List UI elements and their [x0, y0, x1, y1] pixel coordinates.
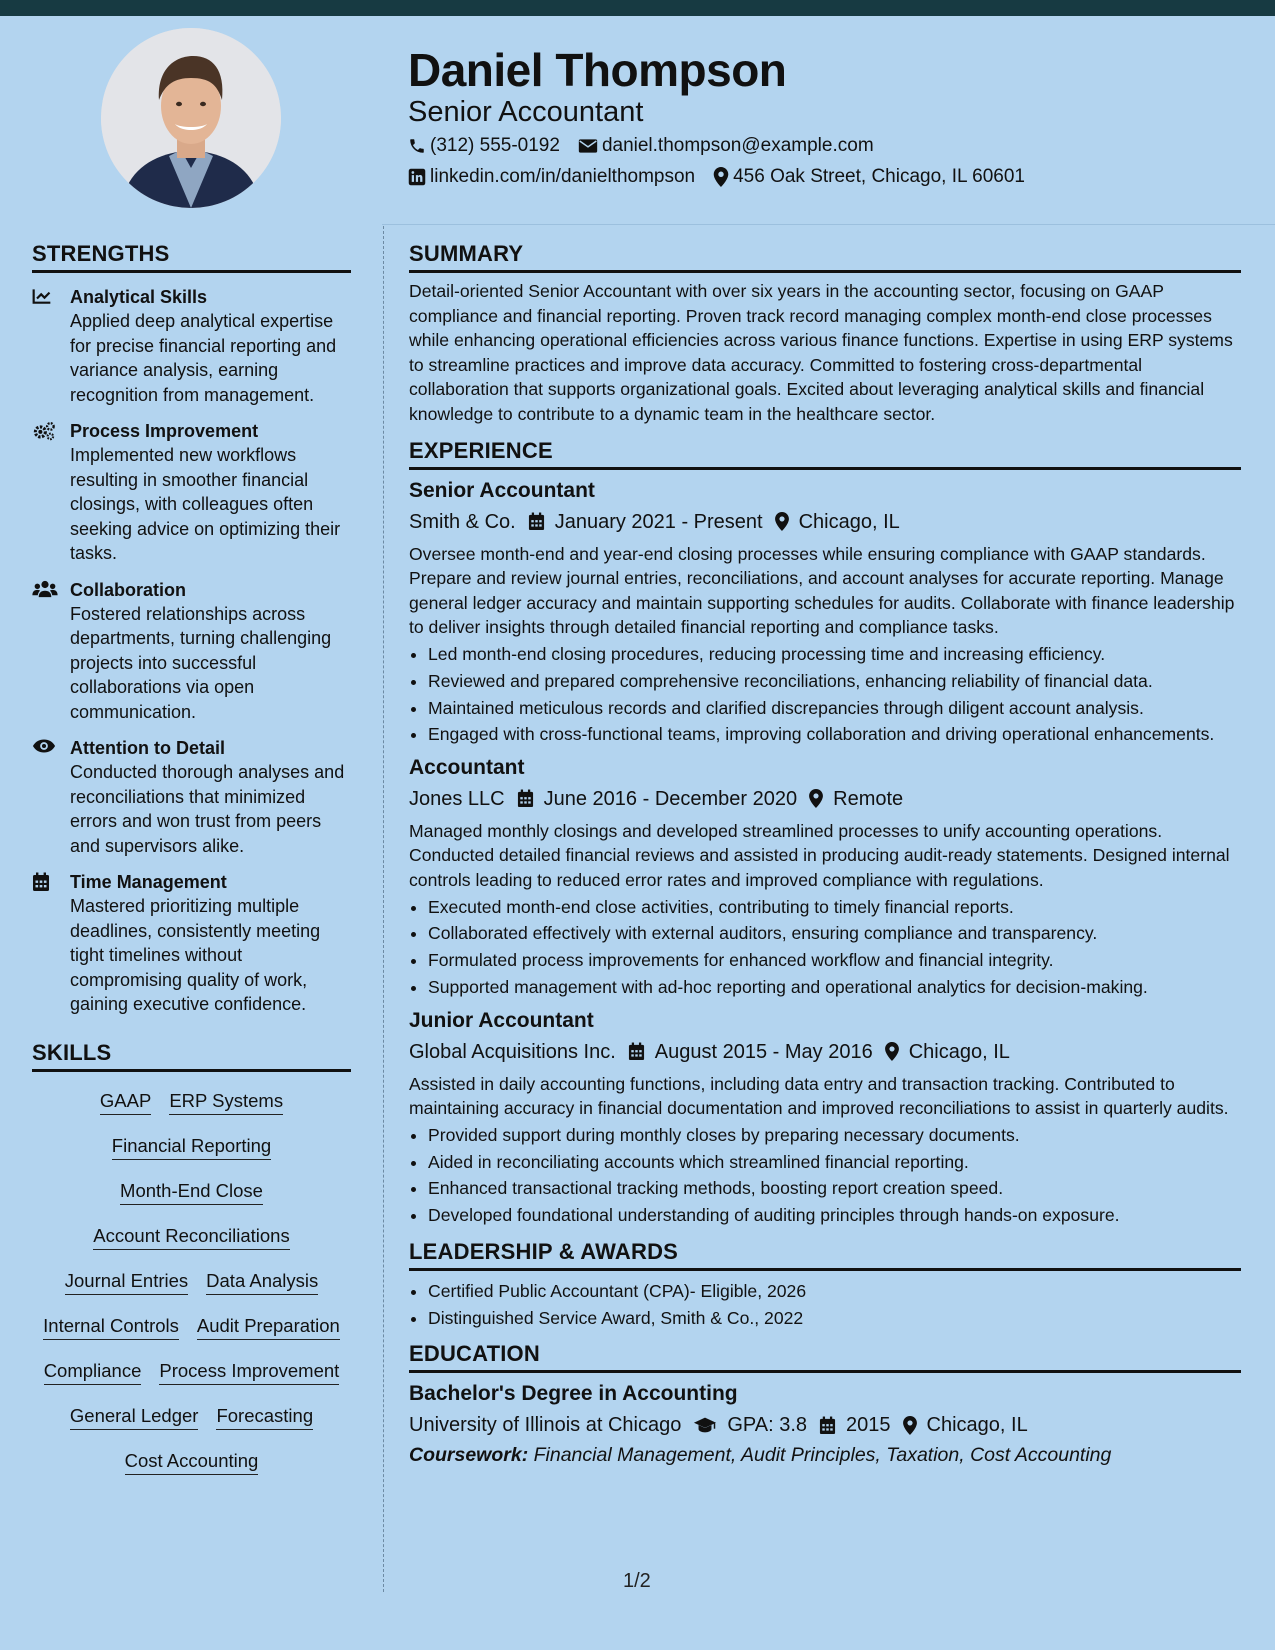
list-item: • Enhanced transactional tracking methods, boosting report creation speed.	[428, 1176, 1241, 1201]
skill-tag: GAAP	[100, 1090, 151, 1115]
awards-heading: LEADERSHIP & AWARDS	[409, 1238, 1241, 1271]
top-bar	[0, 0, 1275, 16]
experience-heading: EXPERIENCE	[409, 437, 1241, 470]
skill-tag: Account Reconciliations	[93, 1225, 289, 1250]
linkedin-contact[interactable]	[408, 164, 695, 190]
skills-list	[32, 1082, 351, 1487]
map-pin-icon	[903, 1416, 917, 1435]
job-description: Assisted in daily accounting functions, including data entry and transaction tracking. Contributed to maintaining accuracy in financial documentation and improved reconciliations to assist in quarterly audits.	[409, 1073, 1229, 1119]
profile-photo	[101, 28, 281, 208]
list-item: • Formulated process improvements for enhanced workflow and financial integrity.	[428, 948, 1241, 973]
skill-tag: Month-End Close	[120, 1180, 263, 1205]
coursework-label: Coursework:	[409, 1444, 529, 1467]
skill-tag: Internal Controls	[43, 1315, 179, 1340]
job-meta	[409, 1038, 1241, 1066]
job-description: Oversee month-end and year-end closing processes while ensuring compliance with GAAP standards. Prepare and review journal entries, reconciliations, and account analyses for accurate reporting. Manage general ledger accuracy and maintain supporting schedules for audits. Collaborate with finance leadership to deliver insights through detailed financial reporting and compliance tasks.	[409, 543, 1235, 638]
awards-list	[409, 1279, 1241, 1330]
skill-tag: General Ledger	[70, 1405, 199, 1430]
linkedin-icon	[408, 168, 426, 186]
skill-tag: Cost Accounting	[125, 1450, 259, 1475]
contact-row-1	[408, 133, 892, 159]
list-item: • Certified Public Accountant (CPA)- Eligible, 2026	[428, 1279, 1241, 1304]
education-meta	[409, 1411, 1241, 1439]
calendar-icon	[628, 1042, 645, 1061]
address-contact	[713, 164, 1025, 190]
address-text: 456 Oak Street, Chicago, IL 60601	[733, 166, 1025, 187]
skill-tag: Financial Reporting	[112, 1135, 271, 1160]
job-company: Global Acquisitions Inc.	[409, 1040, 616, 1063]
strength-item	[32, 578, 351, 725]
page-number: 1/2	[623, 1570, 651, 1592]
map-pin-icon	[775, 512, 789, 531]
strength-description: Fostered relationships across departments, turning challenging projects into successful collaborations via open communication.	[70, 603, 332, 722]
linkedin-text[interactable]: linkedin.com/in/danielthompson	[430, 166, 696, 187]
education-section	[409, 1340, 1241, 1469]
calendar-icon	[819, 1416, 836, 1435]
strength-description: Conducted thorough analyses and reconciliations that minimized errors and won trust from peers and supervisors alike.	[70, 762, 345, 856]
contact-row-2	[408, 164, 1043, 190]
job-description: Managed monthly closings and developed streamlined processes to unify accounting operations. Conducted detailed financial reviews and assisted in producing audit-ready statements. Designed internal controls leading to reduced error rates and improved compliance with regulations.	[409, 820, 1230, 891]
list-item: • Maintained meticulous records and clarified discrepancies through diligent account analysis.	[428, 696, 1241, 721]
strength-description: Applied deep analytical expertise for precise financial reporting and variance analysis, earning recognition from management.	[70, 311, 337, 405]
strength-title: Collaboration	[70, 579, 186, 600]
list-item: • Led month-end closing procedures, reducing processing time and increasing efficiency.	[428, 642, 1241, 667]
map-pin-icon	[713, 167, 729, 187]
job-meta	[409, 508, 1241, 536]
job-role: Accountant	[409, 755, 525, 779]
job-location: Chicago, IL	[908, 1040, 1010, 1063]
list-item: • Engaged with cross-functional teams, improving collaboration and driving operational enhancements.	[428, 722, 1241, 747]
job-role: Senior Accountant	[409, 478, 595, 502]
skill-tag: Data Analysis	[206, 1270, 318, 1295]
job-meta	[409, 785, 1241, 813]
awards-section	[409, 1238, 1241, 1330]
map-pin-icon	[885, 1042, 899, 1061]
job-bullets	[409, 895, 1241, 1000]
strength-description: Implemented new workflows resulting in smoother financial closings, with colleagues often seeking advice on optimizing their tasks.	[70, 445, 341, 563]
list-item: • Executed month-end close activities, contributing to timely financial reports.	[428, 895, 1241, 920]
phone-text: (312) 555-0192	[430, 135, 560, 156]
strength-title: Attention to Detail	[70, 738, 225, 758]
skill-tag: Forecasting	[216, 1405, 313, 1430]
calendar-icon	[32, 872, 50, 892]
summary-heading: SUMMARY	[409, 240, 1241, 273]
map-pin-icon	[809, 789, 823, 808]
candidate-name: Daniel Thompson	[408, 44, 787, 96]
list-item: • Distinguished Service Award, Smith & Co., 2022	[428, 1306, 1241, 1331]
graduation-cap-icon	[693, 1416, 717, 1434]
school-name: University of Illinois at Chicago	[409, 1414, 682, 1437]
school-location: Chicago, IL	[926, 1414, 1028, 1437]
eye-icon	[32, 738, 56, 754]
job-location: Remote	[833, 787, 904, 810]
column-divider	[383, 226, 384, 1592]
strengths-heading: STRENGTHS	[32, 240, 351, 273]
job-entry	[409, 755, 1241, 1000]
list-item: • Developed foundational understanding of auditing principles through hands-on exposure.	[428, 1203, 1241, 1228]
list-item: • Aided in reconciliating accounts which streamlined financial reporting.	[428, 1150, 1241, 1175]
phone-contact	[408, 133, 560, 159]
calendar-icon	[517, 789, 534, 808]
envelope-icon	[578, 138, 598, 154]
strengths-list	[32, 285, 351, 1017]
sidebar	[32, 240, 351, 1487]
skill-tag: Process Improvement	[159, 1360, 339, 1385]
chart-line-icon	[32, 287, 52, 305]
coursework	[409, 1441, 1241, 1469]
summary-section	[409, 240, 1241, 427]
skill-tag: Audit Preparation	[197, 1315, 340, 1340]
strength-title: Time Management	[70, 872, 227, 892]
list-item: • Supported management with ad-hoc reporting and operational analytics for decision-making.	[428, 975, 1241, 1000]
strength-item	[32, 870, 351, 1017]
strength-description: Mastered prioritizing multiple deadlines, consistently meeting tight timelines without compromising quality of work, gaining executive confidence.	[70, 896, 321, 1014]
job-bullets	[409, 642, 1241, 747]
gears-icon	[32, 421, 56, 441]
degree-title: Bachelor's Degree in Accounting	[409, 1382, 738, 1406]
skill-tag: ERP Systems	[169, 1090, 283, 1115]
email-text[interactable]: daniel.thompson@example.com	[601, 135, 874, 156]
header-divider	[382, 224, 1275, 225]
strength-title: Analytical Skills	[70, 287, 208, 307]
skill-tag: Compliance	[44, 1360, 142, 1385]
coursework-text: Financial Management, Audit Principles, Taxation, Cost Accounting	[533, 1444, 1112, 1467]
experience-section	[409, 437, 1241, 1228]
job-dates: June 2016 - December 2020	[543, 787, 798, 810]
strength-item	[32, 736, 351, 858]
job-location: Chicago, IL	[798, 510, 900, 533]
job-company: Jones LLC	[409, 787, 505, 810]
job-dates: January 2021 - Present	[554, 510, 763, 533]
users-icon	[32, 580, 58, 598]
gpa-text: GPA: 3.8	[727, 1414, 808, 1437]
job-bullets	[409, 1123, 1241, 1228]
skill-tag: Journal Entries	[65, 1270, 188, 1295]
job-dates: August 2015 - May 2016	[654, 1040, 873, 1063]
email-contact[interactable]	[578, 133, 874, 159]
list-item: • Collaborated effectively with external auditors, ensuring compliance and transparency.	[428, 921, 1241, 946]
strength-title: Process Improvement	[70, 421, 259, 441]
job-role: Junior Accountant	[409, 1008, 594, 1032]
job-company: Smith & Co.	[409, 510, 516, 533]
education-heading: EDUCATION	[409, 1340, 1241, 1373]
calendar-icon	[528, 512, 545, 531]
main-column	[409, 240, 1241, 1479]
phone-icon	[408, 137, 426, 155]
summary-text: Detail-oriented Senior Accountant with over six years in the accounting sector, focusing on GAAP compliance and financial reporting. Proven track record managing complex month-end close processes while enhancing operational efficiencies across various finance functions. Expertise in using ERP systems to streamline practices and improve data accuracy. Committed to fostering cross-departmental collaboration that supports organizational goals. Excited about leveraging analytical skills and financial knowledge to contribute to a dynamic team in the healthcare sector.	[409, 281, 1233, 424]
strength-item	[32, 285, 351, 407]
strength-item	[32, 419, 351, 566]
job-entry	[409, 1008, 1241, 1228]
candidate-title: Senior Accountant	[408, 96, 644, 128]
skills-heading: SKILLS	[32, 1039, 351, 1072]
list-item: • Reviewed and prepared comprehensive reconciliations, enhancing reliability of financial data.	[428, 669, 1241, 694]
graduation-year: 2015	[846, 1414, 891, 1437]
list-item: • Provided support during monthly closes by preparing necessary documents.	[428, 1123, 1241, 1148]
job-entry	[409, 478, 1241, 747]
